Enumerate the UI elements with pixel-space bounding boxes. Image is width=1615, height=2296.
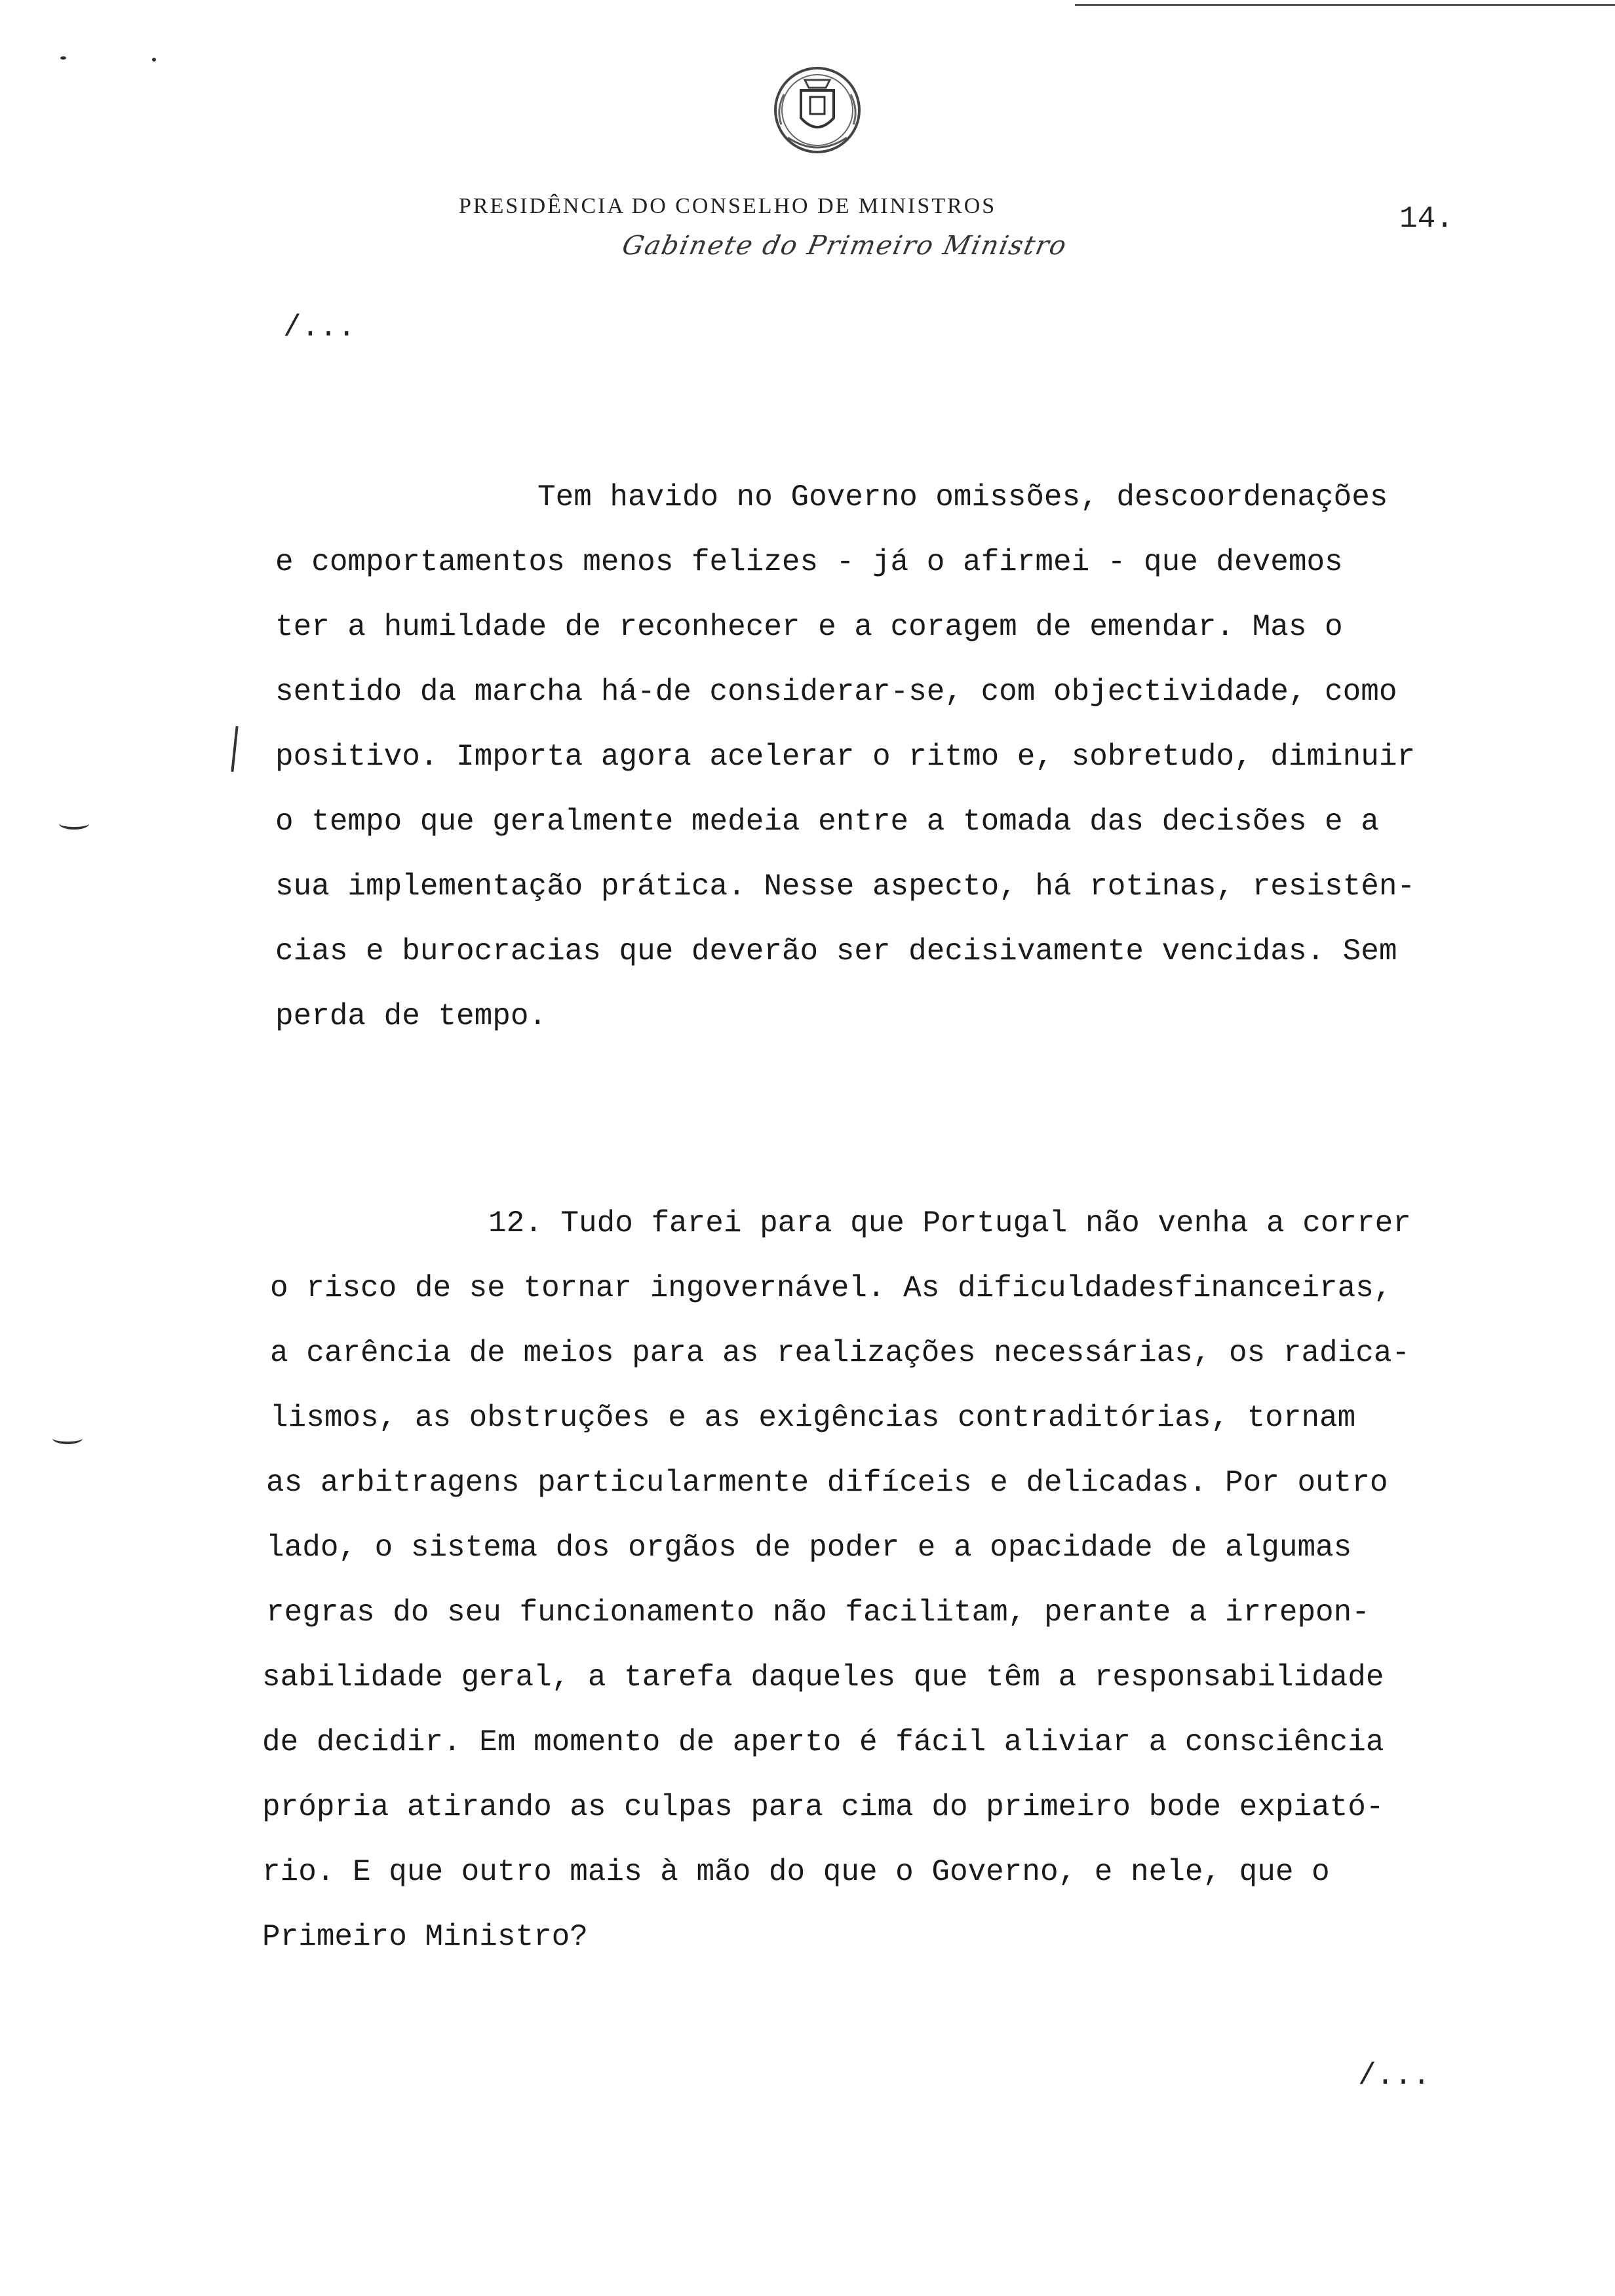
paragraph-line: a carência de meios para as realizações necessárias, os radica-: [270, 1336, 1411, 1370]
paragraph-2: [262, 1191, 1527, 1970]
scan-speck: [60, 56, 66, 60]
paragraph-line: o tempo que geralmente medeia entre a tomada das decisões e a: [275, 805, 1379, 839]
paragraph-line: de decidir. Em momento de aperto é fácil aliviar a consciência: [262, 1725, 1384, 1759]
paragraph-line: própria atirando as culpas para cima do primeiro bode expiató-: [262, 1790, 1384, 1824]
margin-tick-mark: [52, 1432, 83, 1444]
page-number: 14.: [1399, 202, 1454, 236]
paragraph-line: as arbitragens particularmente difíceis e delicadas. Por outro: [266, 1466, 1388, 1500]
paragraph-1: [262, 465, 1527, 1049]
paragraph-line: e comportamentos menos felizes - já o afirmei - que devemos: [275, 545, 1343, 579]
paragraph-line: Tem havido no Governo omissões, descoordenações: [537, 480, 1388, 514]
paragraph-line: ter a humildade de reconhecer e a coragem de emendar. Mas o: [275, 610, 1343, 644]
paragraph-line: rio. E que outro mais à mão do que o Governo, e nele, que o: [262, 1855, 1330, 1889]
paragraph-line: sabilidade geral, a tarefa daqueles que têm a responsabilidade: [262, 1660, 1384, 1694]
paragraph-line: o risco de se tornar ingovernável. As dificuldadesfinanceiras,: [270, 1271, 1392, 1305]
header-office: Gabinete do Primeiro Ministro: [619, 231, 1070, 261]
header-institution: PRESIDÊNCIA DO CONSELHO DE MINISTROS: [459, 194, 997, 218]
margin-bracket-mark: [231, 726, 238, 772]
continuation-mark-bottom: /...: [1358, 2059, 1431, 2093]
paragraph-line: perda de tempo.: [275, 999, 547, 1033]
paragraph-line: Primeiro Ministro?: [262, 1920, 588, 1954]
scan-speck: [152, 58, 156, 62]
continuation-mark-top: /...: [283, 311, 356, 345]
margin-tick-mark: [59, 818, 89, 830]
paragraph-line: lismos, as obstruções e as exigências contraditórias, tornam: [270, 1401, 1356, 1435]
paragraph-line: regras do seu funcionamento não facilitam, perante a irrepon-: [266, 1596, 1370, 1630]
paragraph-line: sentido da marcha há-de considerar-se, com objectividade, como: [275, 675, 1397, 709]
paragraph-line: lado, o sistema dos orgãos de poder e a opacidade de algumas: [266, 1531, 1352, 1565]
paragraph-line: positivo. Importa agora acelerar o ritmo e, sobretudo, diminuir: [275, 740, 1416, 774]
paragraph-line: sua implementação prática. Nesse aspecto, há rotinas, resistên-: [275, 870, 1416, 904]
coat-of-arms-seal: [762, 59, 873, 170]
top-edge-rule: [1075, 4, 1615, 6]
paragraph-line: cias e burocracias que deverão ser decisivamente vencidas. Sem: [275, 934, 1397, 968]
paragraph-line: 12. Tudo farei para que Portugal não venha a correr: [488, 1206, 1411, 1240]
